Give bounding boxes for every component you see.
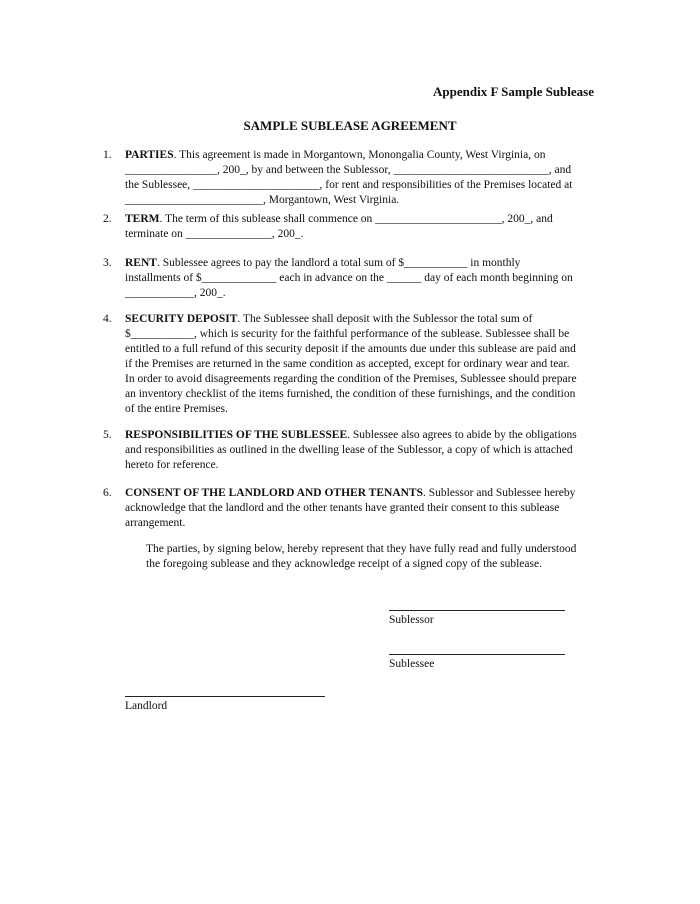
sublessor-signature-line bbox=[389, 610, 565, 611]
closing-statement: The parties, by signing below, hereby represent that they have fully read and fully understood the foregoing sublease and they acknowledge receipt of a signed copy of the sublease. bbox=[146, 543, 577, 570]
sublessee-signature-line bbox=[389, 654, 565, 655]
clause-rent bbox=[103, 256, 578, 301]
clause-text bbox=[125, 256, 578, 301]
clause-responsibilities bbox=[103, 428, 578, 473]
clause-security-deposit bbox=[103, 312, 578, 417]
clause-number: 3. bbox=[103, 257, 112, 269]
clause-heading: TERM bbox=[125, 213, 160, 225]
clause-text bbox=[125, 148, 578, 208]
clause-number: 4. bbox=[103, 313, 112, 325]
landlord-signature-line bbox=[125, 696, 325, 697]
clause-body: . Sublessor and Sublessee hereby acknowledge that the landlord and the other tenants have granted their consent to this sublease arrangement. bbox=[125, 487, 576, 529]
clause-heading: RENT bbox=[125, 257, 157, 269]
clause-body: . Sublessee also agrees to abide by the obligations and responsibilities as outlined in the dwelling lease of the Sublessor, a copy of which is attached hereto for reference. bbox=[125, 429, 577, 471]
clause-number: 1. bbox=[103, 149, 112, 161]
clause-number: 6. bbox=[103, 487, 112, 499]
clause-body: . The Sublessee shall deposit with the Sublessor the total sum of $___________, which is security for the faithful performance of the sublease. Sublessee shall be entitled to a full refund of this security deposit if the amounts due under this sublease are paid and if the Premises are returned in the same condition as accepted, except for ordinary wear and tear. In order to avoid disagreements regarding the condition of the Premises, Sublessee should prepare an inventory checklist of the items furnished, the condition of these furnishings, and the condition of the entire Premises. bbox=[125, 313, 577, 415]
sublessee-label: Sublessee bbox=[389, 658, 435, 670]
clause-text bbox=[125, 212, 578, 242]
appendix-heading: Appendix F Sample Sublease bbox=[433, 84, 594, 99]
clause-text bbox=[125, 486, 578, 531]
clause-text bbox=[125, 312, 578, 417]
clause-heading: SECURITY DEPOSIT bbox=[125, 313, 238, 325]
sublessor-label: Sublessor bbox=[389, 614, 434, 626]
clause-body: . This agreement is made in Morgantown, Monongalia County, West Virginia, on ________________, 200_, by and between the Sublessor, ___________________________, and the Sublessee, ______________________, for rent and responsibilities of the Premises located at ________________________, Morgantown, West Virginia. bbox=[125, 149, 573, 206]
clause-parties bbox=[103, 148, 578, 208]
clause-term bbox=[103, 212, 578, 242]
clause-body: . The term of this sublease shall commence on ______________________, 200_, and terminate on _______________, 200_. bbox=[125, 213, 553, 240]
clause-heading: RESPONSIBILITIES OF THE SUBLESSEE bbox=[125, 429, 348, 441]
clause-heading: CONSENT OF THE LANDLORD AND OTHER TENANTS bbox=[125, 487, 424, 499]
clause-heading: PARTIES bbox=[125, 149, 174, 161]
document-title: SAMPLE SUBLEASE AGREEMENT bbox=[243, 118, 457, 133]
clause-text bbox=[125, 428, 578, 473]
clause-body: . Sublessee agrees to pay the landlord a total sum of $___________ in monthly installments of $_____________ each in advance on the ______ day of each month beginning on ____________, 200_. bbox=[125, 257, 573, 299]
landlord-label: Landlord bbox=[125, 700, 168, 712]
clause-number: 2. bbox=[103, 213, 112, 225]
clause-consent bbox=[103, 486, 578, 531]
clause-number: 5. bbox=[103, 429, 112, 441]
